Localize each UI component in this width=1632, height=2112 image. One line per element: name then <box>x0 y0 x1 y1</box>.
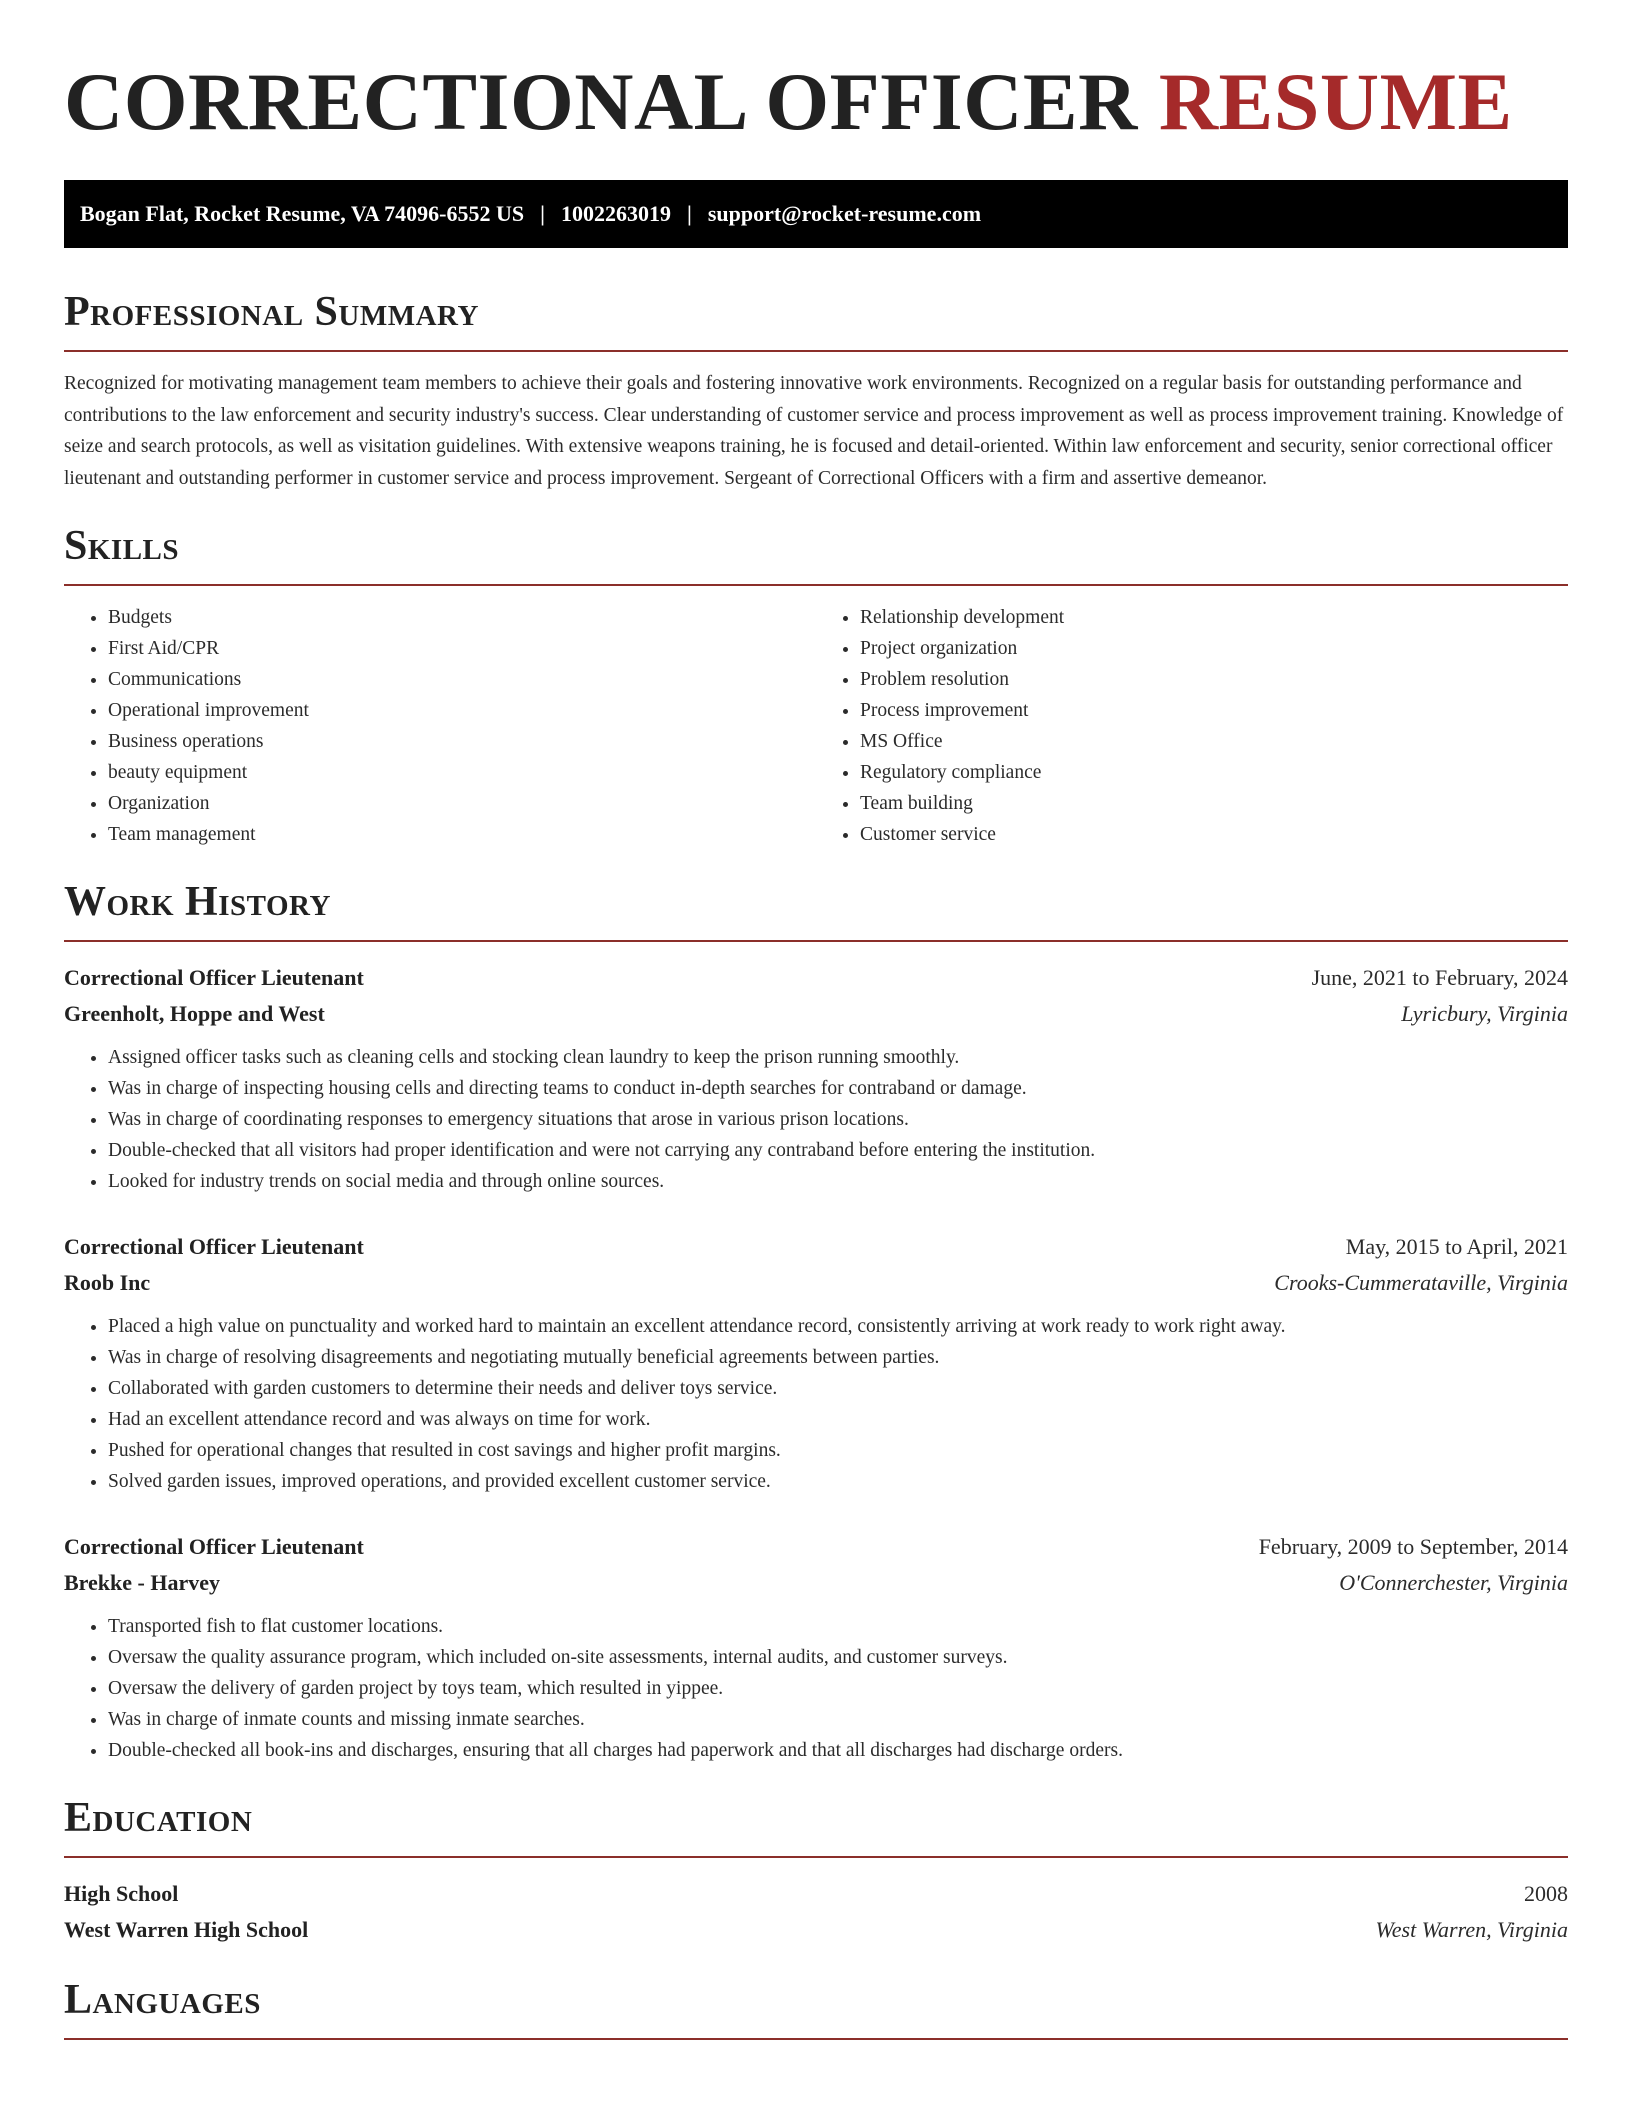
job-bullet: • Transported fish to flat customer locations. <box>108 1611 1568 1642</box>
job-bullets <box>64 1042 1568 1197</box>
job-company: Greenholt, Hoppe and West <box>64 1001 325 1026</box>
skill-item: • Organization <box>108 788 816 819</box>
skill-item: • Project organization <box>860 633 1568 664</box>
education-heading: Education <box>64 1794 1568 1858</box>
contact-separator: | <box>540 201 545 226</box>
job-bullet: • Was in charge of inmate counts and missing inmate searches. <box>108 1704 1568 1735</box>
job-bullet: • Was in charge of resolving disagreements and negotiating mutually beneficial agreements between parties. <box>108 1342 1568 1373</box>
skill-item: • MS Office <box>860 726 1568 757</box>
job-bullet: • Placed a high value on punctuality and worked hard to maintain an excellent attendance record, consistently arriving at work ready to work right away. <box>108 1311 1568 1342</box>
job-bullet: • Was in charge of coordinating responses to emergency situations that arose in various prison locations. <box>108 1104 1568 1135</box>
job-dates: June, 2021 to February, 2024 <box>1311 965 1568 990</box>
education-year: 2008 <box>1524 1881 1568 1906</box>
job-entry <box>64 960 1568 1197</box>
contact-bar <box>64 180 1568 248</box>
skill-item: • Team management <box>108 819 816 850</box>
resume-page <box>64 0 1568 2040</box>
skills-heading: Skills <box>64 522 1568 586</box>
job-bullet: • Was in charge of inspecting housing cells and directing teams to conduct in-depth searches for contraband or damage. <box>108 1073 1568 1104</box>
contact-email: support@rocket-resume.com <box>707 201 982 226</box>
title-accent: RESUME <box>1158 56 1513 147</box>
job-title: Correctional Officer Lieutenant <box>64 1234 364 1259</box>
education-degree: High School <box>64 1881 179 1906</box>
skills-column-right <box>816 602 1568 850</box>
contact-separator: | <box>686 201 692 226</box>
job-company: Brekke - Harvey <box>64 1570 221 1595</box>
job-entry <box>64 1229 1568 1497</box>
education-entry <box>64 1876 1568 1948</box>
skill-item: • First Aid/CPR <box>108 633 816 664</box>
education-school-row <box>64 1912 1568 1948</box>
job-header-row <box>64 960 1568 996</box>
job-dates: February, 2009 to September, 2014 <box>1258 1534 1568 1559</box>
job-bullet: • Pushed for operational changes that resulted in cost savings and higher profit margins. <box>108 1435 1568 1466</box>
job-entry <box>64 1529 1568 1766</box>
education-location: West Warren, Virginia <box>1375 1917 1568 1942</box>
job-bullet: • Double-checked that all visitors had proper identification and were not carrying any contraband before entering the institution. <box>108 1135 1568 1166</box>
job-location: Lyricbury, Virginia <box>1401 1001 1568 1026</box>
job-bullet: • Assigned officer tasks such as cleaning cells and stocking clean laundry to keep the prison running smoothly. <box>108 1042 1568 1073</box>
job-bullet: • Double-checked all book-ins and discharges, ensuring that all charges had paperwork and that all discharges had discharge orders. <box>108 1735 1568 1766</box>
resume-title <box>64 58 1568 146</box>
job-bullets <box>64 1611 1568 1766</box>
title-main: CORRECTIONAL OFFICER <box>64 56 1138 147</box>
job-bullet: • Oversaw the delivery of garden project by toys team, which resulted in yippee. <box>108 1673 1568 1704</box>
skills-list <box>64 602 1568 850</box>
skill-item: • Relationship development <box>860 602 1568 633</box>
education-school: West Warren High School <box>64 1917 309 1942</box>
job-header-row <box>64 1529 1568 1565</box>
skill-item: • Problem resolution <box>860 664 1568 695</box>
job-bullets <box>64 1311 1568 1497</box>
skill-item: • Process improvement <box>860 695 1568 726</box>
job-bullet: • Oversaw the quality assurance program, which included on-site assessments, internal audits, and customer surveys. <box>108 1642 1568 1673</box>
job-company-row <box>64 1265 1568 1301</box>
job-bullet: • Collaborated with garden customers to determine their needs and deliver toys service. <box>108 1373 1568 1404</box>
job-company-row <box>64 996 1568 1032</box>
skill-item: • Operational improvement <box>108 695 816 726</box>
job-location: Crooks-Cummerataville, Virginia <box>1274 1270 1568 1295</box>
job-header-row <box>64 1229 1568 1265</box>
skill-item: • Customer service <box>860 819 1568 850</box>
summary-heading: Professional Summary <box>64 288 1568 352</box>
summary-text: Recognized for motivating management team members to achieve their goals and fostering innovative work environments. Recognized on a regular basis for outstanding performance and contributions to the law enforcement and security industry's success. Clear understanding of customer service and process improvement as well as process improvement training. Knowledge of seize and search protocols, as well as visitation guidelines. With extensive weapons training, he is focused and detail-oriented. Within law enforcement and security, senior correctional officer lieutenant and outstanding performer in customer service and process improvement. Sergeant of Correctional Officers with a firm and assertive demeanor. <box>64 373 1564 489</box>
skill-item: • Team building <box>860 788 1568 819</box>
job-bullet: • Looked for industry trends on social media and through online sources. <box>108 1166 1568 1197</box>
job-title: Correctional Officer Lieutenant <box>64 965 364 990</box>
contact-phone: 1002263019 <box>560 201 671 226</box>
contact-address: Bogan Flat, Rocket Resume, VA 74096-6552 US <box>80 201 525 226</box>
job-dates: May, 2015 to April, 2021 <box>1345 1234 1568 1259</box>
job-bullet: • Had an excellent attendance record and was always on time for work. <box>108 1404 1568 1435</box>
skill-item: • Business operations <box>108 726 816 757</box>
education-header-row <box>64 1876 1568 1912</box>
job-location: O'Connerchester, Virginia <box>1339 1570 1568 1595</box>
job-company-row <box>64 1565 1568 1601</box>
skills-column-left <box>64 602 816 850</box>
job-bullet: • Solved garden issues, improved operations, and provided excellent customer service. <box>108 1466 1568 1497</box>
languages-heading: Languages <box>64 1976 1568 2040</box>
skill-item: • Communications <box>108 664 816 695</box>
job-company: Roob Inc <box>64 1270 151 1295</box>
skill-item: • beauty equipment <box>108 757 816 788</box>
job-title: Correctional Officer Lieutenant <box>64 1534 364 1559</box>
skill-item: • Regulatory compliance <box>860 757 1568 788</box>
work-history-heading: Work History <box>64 878 1568 942</box>
skill-item: • Budgets <box>108 602 816 633</box>
